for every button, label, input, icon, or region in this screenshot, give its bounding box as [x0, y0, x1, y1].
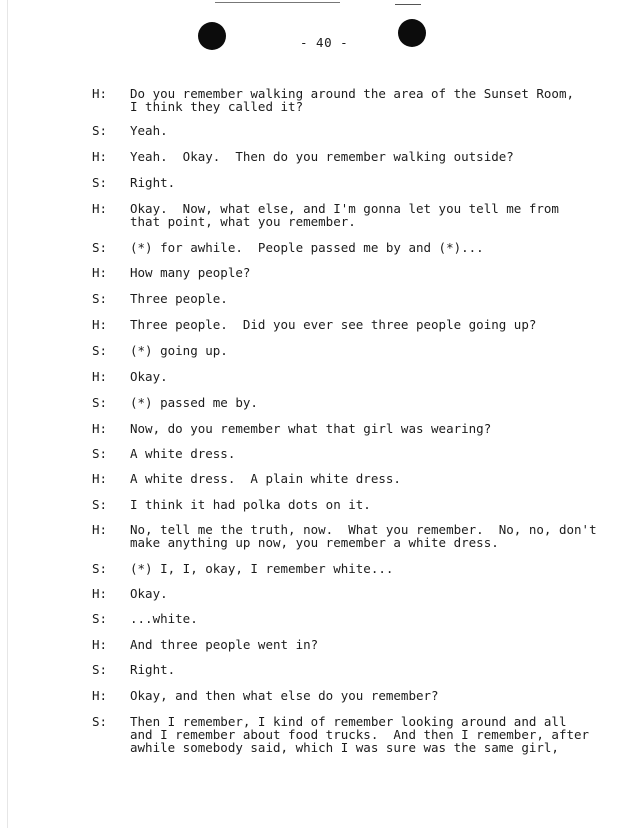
speaker-label: S:: [92, 291, 108, 306]
utterance-text: Do you remember walking around the area of the Sunset Room, I think they called it?: [130, 86, 575, 114]
speaker-label: H:: [92, 265, 108, 280]
utterance-text: Okay. Now, what else, and I'm gonna let you tell me from that point, what you remember.: [130, 201, 559, 229]
utterance-text: (*) I, I, okay, I remember white...: [130, 561, 394, 576]
utterance-text: A white dress.: [130, 446, 236, 461]
speaker-label: H:: [92, 421, 108, 436]
speaker-label: H:: [92, 149, 108, 164]
utterance-text: No, tell me the truth, now. What you remember. No, no, don't make anything up now, you remember a white dress.: [130, 522, 597, 550]
speaker-label: S:: [92, 395, 108, 410]
utterance-text: A white dress. A plain white dress.: [130, 471, 401, 486]
page-number: - 40 -: [300, 35, 349, 50]
utterance-text: I think it had polka dots on it.: [130, 497, 371, 512]
utterance-text: Three people. Did you ever see three people going up?: [130, 317, 537, 332]
speaker-label: S:: [92, 123, 108, 138]
speaker-label: H:: [92, 369, 108, 384]
speaker-label: S:: [92, 240, 108, 255]
speaker-label: S:: [92, 446, 108, 461]
utterance-text: Right.: [130, 175, 176, 190]
speaker-label: H:: [92, 471, 108, 486]
speaker-label: S:: [92, 561, 108, 576]
utterance-text: (*) going up.: [130, 343, 228, 358]
utterance-text: ...white.: [130, 611, 198, 626]
speaker-label: H:: [92, 522, 108, 537]
speaker-label: S:: [92, 714, 108, 729]
utterance-text: And three people went in?: [130, 637, 319, 652]
speaker-label: H:: [92, 86, 108, 101]
utterance-text: Okay, and then what else do you remember?: [130, 688, 439, 703]
utterance-text: (*) for awhile. People passed me by and (*)...: [130, 240, 484, 255]
speaker-label: H:: [92, 201, 108, 216]
speaker-label: H:: [92, 637, 108, 652]
speaker-label: S:: [92, 611, 108, 626]
utterance-text: (*) passed me by.: [130, 395, 258, 410]
speaker-label: S:: [92, 497, 108, 512]
utterance-text: Okay.: [130, 586, 168, 601]
speaker-label: S:: [92, 175, 108, 190]
speaker-label: H:: [92, 317, 108, 332]
utterance-text: Yeah. Okay. Then do you remember walking outside?: [130, 149, 514, 164]
speaker-label: S:: [92, 343, 108, 358]
utterance-text: Okay.: [130, 369, 168, 384]
speaker-label: H:: [92, 586, 108, 601]
speaker-label: H:: [92, 688, 108, 703]
utterance-text: How many people?: [130, 265, 251, 280]
utterance-text: Yeah.: [130, 123, 168, 138]
speaker-label: S:: [92, 662, 108, 677]
utterance-text: Three people.: [130, 291, 228, 306]
utterance-text: Then I remember, I kind of remember looking around and all and I remember about food trucks. And then I remember, after awhile somebody said, which I was sure was the same girl,: [130, 714, 590, 755]
utterance-text: Now, do you remember what that girl was wearing?: [130, 421, 492, 436]
utterance-text: Right.: [130, 662, 176, 677]
